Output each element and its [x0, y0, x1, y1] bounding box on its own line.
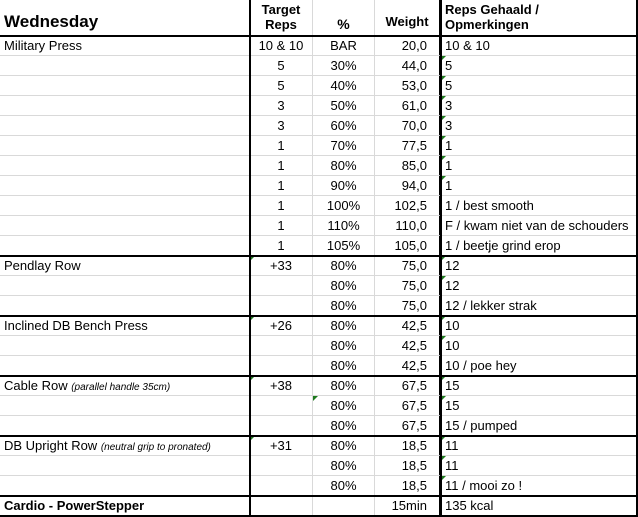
percent-cell[interactable]: 90%	[313, 176, 375, 196]
cardio-name: Cardio - PowerStepper	[4, 498, 145, 513]
table-row	[0, 296, 638, 316]
empty-cell[interactable]	[0, 416, 250, 436]
empty-cell[interactable]	[250, 356, 313, 376]
result-cell[interactable]: 12 / lekker strak	[441, 296, 638, 316]
result-cell[interactable]: 3	[441, 116, 638, 136]
weight-cell[interactable]: 94,0	[375, 176, 441, 196]
table-row	[0, 476, 638, 496]
cardio-result-cell[interactable]: 135 kcal	[441, 496, 638, 517]
table-row	[0, 216, 638, 236]
empty-cell[interactable]	[250, 276, 313, 296]
result-cell[interactable]: 5	[441, 76, 638, 96]
table-row	[0, 396, 638, 416]
result-cell[interactable]: 15	[441, 396, 638, 416]
percent-cell[interactable]: 40%	[313, 76, 375, 96]
exercise-name: DB Upright Row	[4, 438, 98, 453]
result-cell[interactable]: 5	[441, 56, 638, 76]
weight-cell[interactable]: 67,5	[375, 376, 441, 396]
table-row	[0, 76, 638, 96]
percent-cell[interactable]: 80%	[313, 156, 375, 176]
target-cell[interactable]: +31	[250, 436, 313, 456]
exercise-name-cell[interactable]	[0, 256, 250, 276]
table-row	[0, 116, 638, 136]
target-cell[interactable]: 10 & 10	[250, 36, 313, 56]
weight-cell[interactable]: 18,5	[375, 476, 441, 496]
exercise-name-cell[interactable]	[0, 436, 250, 456]
target-cell[interactable]: 5	[250, 56, 313, 76]
table-row	[0, 276, 638, 296]
empty-cell[interactable]	[0, 276, 250, 296]
empty-cell[interactable]	[0, 56, 250, 76]
divider	[0, 375, 638, 377]
result-cell[interactable]: 1	[441, 176, 638, 196]
percent-cell[interactable]: 100%	[313, 196, 375, 216]
exercise-name-cell[interactable]	[0, 376, 250, 396]
result-cell[interactable]: 1 / best smooth	[441, 196, 638, 216]
reps-achieved-header[interactable]	[441, 0, 638, 36]
empty-cell[interactable]	[0, 196, 250, 216]
weight-cell[interactable]: 75,0	[375, 276, 441, 296]
result-cell[interactable]: 10 / poe hey	[441, 356, 638, 376]
weight-cell[interactable]: 110,0	[375, 216, 441, 236]
result-cell[interactable]: 1	[441, 136, 638, 156]
target-cell[interactable]: +38	[250, 376, 313, 396]
table-row	[0, 456, 638, 476]
divider	[0, 435, 638, 437]
empty-cell[interactable]	[0, 156, 250, 176]
empty-cell[interactable]	[0, 76, 250, 96]
empty-cell[interactable]	[0, 336, 250, 356]
result-cell[interactable]: 10 & 10	[441, 36, 638, 56]
table-row	[0, 256, 638, 276]
weight-cell[interactable]: 18,5	[375, 456, 441, 476]
percent-cell[interactable]: 80%	[313, 456, 375, 476]
empty-cell[interactable]	[250, 416, 313, 436]
exercise-name-cell[interactable]	[0, 36, 250, 56]
cardio-name-cell[interactable]	[0, 496, 250, 517]
exercise-name: Inclined DB Bench Press	[4, 318, 148, 333]
divider	[0, 315, 638, 317]
exercise-note: (parallel handle 35cm)	[71, 382, 171, 393]
empty-cell[interactable]	[250, 456, 313, 476]
table-row	[0, 416, 638, 436]
percent-cell[interactable]: 60%	[313, 116, 375, 136]
table-row	[0, 156, 638, 176]
percent-cell[interactable]: 80%	[313, 316, 375, 336]
result-cell[interactable]: 11	[441, 456, 638, 476]
table-row	[0, 356, 638, 376]
target-cell[interactable]: 5	[250, 76, 313, 96]
weight-cell[interactable]: 53,0	[375, 76, 441, 96]
weight-cell[interactable]: 20,0	[375, 36, 441, 56]
weight-cell[interactable]: 18,5	[375, 436, 441, 456]
result-cell[interactable]: 11 / mooi zo !	[441, 476, 638, 496]
target-cell[interactable]: 3	[250, 116, 313, 136]
percent-cell[interactable]: 80%	[313, 396, 375, 416]
result-cell[interactable]: 12	[441, 256, 638, 276]
weight-cell[interactable]: 105,0	[375, 236, 441, 256]
target-cell[interactable]: 1	[250, 196, 313, 216]
result-cell[interactable]: 10	[441, 336, 638, 356]
divider	[0, 35, 638, 37]
target-cell[interactable]: +26	[250, 316, 313, 336]
empty-cell[interactable]	[0, 456, 250, 476]
empty-cell[interactable]	[250, 296, 313, 316]
target-reps-label-1: Target	[261, 2, 301, 17]
divider	[0, 255, 638, 257]
table-row	[0, 236, 638, 256]
weight-cell[interactable]: 77,5	[375, 136, 441, 156]
empty-cell[interactable]	[0, 116, 250, 136]
empty-cell[interactable]	[0, 296, 250, 316]
percent-cell[interactable]: BAR	[313, 36, 375, 56]
target-cell[interactable]: +33	[250, 256, 313, 276]
percent-cell[interactable]: 80%	[313, 276, 375, 296]
weight-cell[interactable]: 85,0	[375, 156, 441, 176]
percent-cell[interactable]: 50%	[313, 96, 375, 116]
divider	[440, 0, 442, 517]
empty-cell[interactable]	[0, 216, 250, 236]
day-header[interactable]	[0, 0, 250, 36]
table-row	[0, 176, 638, 196]
weight-header[interactable]	[375, 0, 441, 36]
percent-cell[interactable]: 80%	[313, 296, 375, 316]
result-cell[interactable]: F / kwam niet van de schouders	[441, 216, 638, 236]
result-cell[interactable]: 15	[441, 376, 638, 396]
percent-cell[interactable]: 80%	[313, 376, 375, 396]
target-cell[interactable]: 1	[250, 216, 313, 236]
percent-label: %	[337, 16, 350, 32]
empty-cell[interactable]	[0, 176, 250, 196]
table-row	[0, 36, 638, 56]
table-row	[0, 336, 638, 356]
result-cell[interactable]: 15 / pumped	[441, 416, 638, 436]
result-cell[interactable]: 3	[441, 96, 638, 116]
percent-cell[interactable]: 30%	[313, 56, 375, 76]
weight-cell[interactable]: 44,0	[375, 56, 441, 76]
percent-cell[interactable]: 80%	[313, 416, 375, 436]
percent-cell[interactable]: 70%	[313, 136, 375, 156]
percent-cell[interactable]: 80%	[313, 476, 375, 496]
weight-label: Weight	[385, 14, 429, 29]
empty-cell[interactable]	[0, 476, 250, 496]
empty-cell[interactable]	[250, 396, 313, 416]
percent-cell[interactable]: 80%	[313, 436, 375, 456]
target-cell[interactable]: 1	[250, 236, 313, 256]
empty-cell[interactable]	[0, 136, 250, 156]
weight-cell[interactable]: 102,5	[375, 196, 441, 216]
percent-cell[interactable]: 105%	[313, 236, 375, 256]
exercise-name: Military Press	[4, 38, 83, 53]
target-reps-label-2: Reps	[265, 17, 297, 32]
result-cell[interactable]: 1 / beetje grind erop	[441, 236, 638, 256]
divider	[0, 495, 638, 497]
table-row	[0, 316, 638, 336]
reps-achieved-label-2: Opmerkingen	[445, 17, 529, 32]
target-cell[interactable]: 1	[250, 136, 313, 156]
target-cell[interactable]: 1	[250, 176, 313, 196]
percent-cell[interactable]: 80%	[313, 336, 375, 356]
table-row	[0, 376, 638, 396]
target-cell[interactable]: 3	[250, 96, 313, 116]
empty-cell[interactable]	[0, 356, 250, 376]
cardio-duration-cell[interactable]: 15min	[375, 496, 441, 517]
table-row	[0, 96, 638, 116]
weight-cell[interactable]: 61,0	[375, 96, 441, 116]
percent-cell[interactable]: 80%	[313, 356, 375, 376]
weight-cell[interactable]: 75,0	[375, 256, 441, 276]
percent-header[interactable]	[313, 0, 375, 36]
table-row	[0, 436, 638, 456]
result-cell[interactable]: 10	[441, 316, 638, 336]
weight-cell[interactable]: 70,0	[375, 116, 441, 136]
result-cell[interactable]: 1	[441, 156, 638, 176]
target-cell[interactable]: 1	[250, 156, 313, 176]
divider	[249, 0, 251, 517]
empty-cell[interactable]	[250, 476, 313, 496]
result-cell[interactable]: 12	[441, 276, 638, 296]
day-title: Wednesday	[4, 12, 99, 31]
empty-cell[interactable]	[313, 496, 375, 517]
empty-cell[interactable]	[250, 336, 313, 356]
empty-cell[interactable]	[0, 96, 250, 116]
empty-cell[interactable]	[250, 496, 313, 517]
empty-cell[interactable]	[0, 396, 250, 416]
exercise-note: (neutral grip to pronated)	[100, 442, 211, 453]
weight-cell[interactable]: 42,5	[375, 336, 441, 356]
empty-cell[interactable]	[0, 236, 250, 256]
weight-cell[interactable]: 42,5	[375, 356, 441, 376]
exercise-name: Pendlay Row	[4, 258, 81, 273]
weight-cell[interactable]: 75,0	[375, 296, 441, 316]
target-reps-header[interactable]	[250, 0, 313, 36]
result-cell[interactable]: 11	[441, 436, 638, 456]
table-row	[0, 136, 638, 156]
percent-cell[interactable]: 110%	[313, 216, 375, 236]
weight-cell[interactable]: 67,5	[375, 396, 441, 416]
weight-cell[interactable]: 67,5	[375, 416, 441, 436]
exercise-name-cell[interactable]	[0, 316, 250, 336]
table-row	[0, 496, 638, 517]
weight-cell[interactable]: 42,5	[375, 316, 441, 336]
exercise-name: Cable Row	[4, 378, 68, 393]
percent-cell[interactable]: 80%	[313, 256, 375, 276]
table-row	[0, 56, 638, 76]
table-row	[0, 196, 638, 216]
header-row	[0, 0, 638, 36]
reps-achieved-label-1: Reps Gehaald /	[445, 2, 539, 17]
